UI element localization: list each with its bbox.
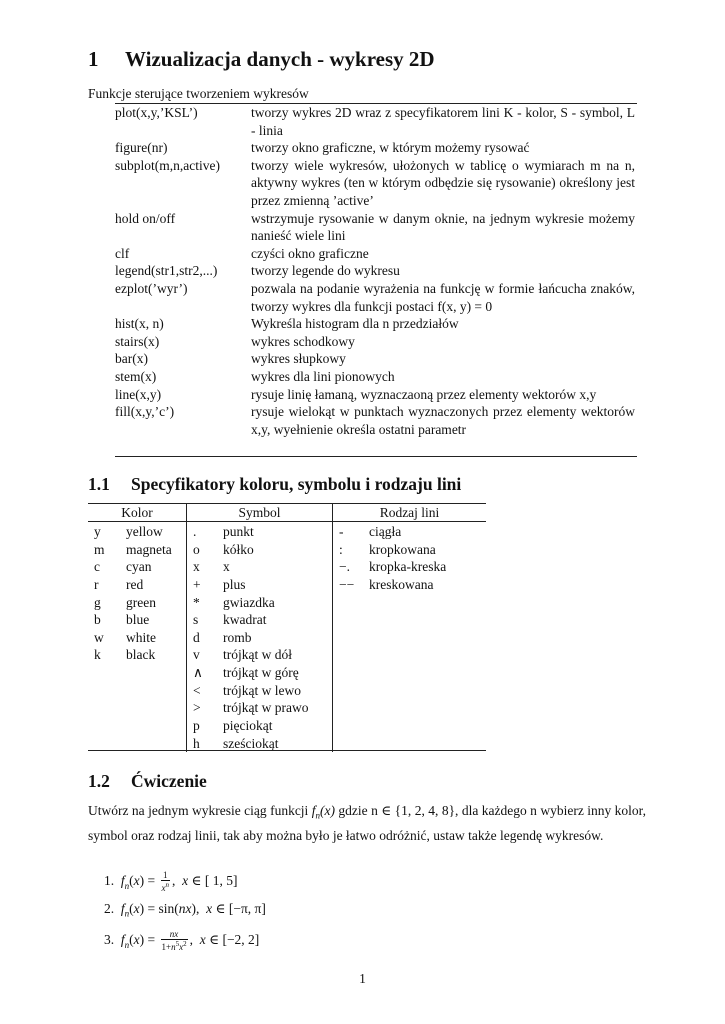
symbol-row-code: ∧ <box>193 665 203 681</box>
symbol-row-name: trójkąt w górę <box>223 665 299 681</box>
spec-table-bottom-rule <box>88 750 486 751</box>
function-command: hist(x, n) <box>115 316 164 332</box>
functions-table <box>115 104 635 438</box>
function-command: bar(x) <box>115 351 148 367</box>
color-row-name: yellow <box>126 524 163 539</box>
colors-column <box>88 522 187 752</box>
line-style-row-code: −− <box>339 576 355 592</box>
symbol-row <box>187 699 332 717</box>
color-row-name: red <box>126 576 144 592</box>
section-1-1-heading <box>88 474 461 495</box>
function-description: Wykreśla histogram dla n przedziałów <box>251 316 459 332</box>
symbol-row <box>187 558 332 576</box>
symbol-row-name: trójkąt w lewo <box>223 682 301 698</box>
function-row <box>115 245 635 263</box>
function-description: wstrzymuje rysowanie w danym oknie, na jednym wykresie możemy nanieść wiele lini <box>251 210 635 244</box>
section-title: Specyfikatory koloru, symbolu i rodzaju lini <box>131 474 462 494</box>
color-row <box>88 576 186 594</box>
symbol-row-name: pięciokąt <box>223 718 273 734</box>
symbol-row <box>187 717 332 735</box>
specifiers-table-body <box>88 522 486 752</box>
section-1-heading <box>88 47 435 72</box>
line-style-row-code: : <box>339 541 343 557</box>
symbol-row-code: h <box>193 735 200 751</box>
function-description: pozwala na podanie wyrażenia na funkcję w formie łańcucha znaków, tworzy wykres dla funkcji postaci f(x, y) = 0 <box>251 280 635 314</box>
function-row <box>115 315 635 333</box>
symbol-row-name: romb <box>223 629 252 645</box>
symbol-row-name: kwadrat <box>223 612 267 628</box>
function-command: subplot(m,n,active) <box>115 157 220 173</box>
color-row <box>88 523 186 541</box>
function-command: plot(x,y,’KSL’) <box>115 105 198 120</box>
line-style-row-name: kreskowana <box>369 576 434 592</box>
function-row <box>115 403 635 438</box>
function-description: tworzy wiele wykresów, ułożonych w tablicę o wymiarach m na n, aktywny wykres (ten w którym odbędzie się rysowanie) określony jest przez zmienną ’active’ <box>251 157 635 208</box>
function-row <box>115 210 635 245</box>
color-row-name: black <box>126 647 156 663</box>
function-row <box>115 350 635 368</box>
section-1-2-heading <box>88 771 207 792</box>
symbol-row <box>187 523 332 541</box>
line-styles-column <box>333 522 486 752</box>
function-description: tworzy okno graficzne, w którym możemy rysować <box>251 140 530 156</box>
section-title: Ćwiczenie <box>131 771 207 791</box>
specifiers-table-header <box>88 504 486 522</box>
fraction: $\frac{1}{x^n}$ <box>161 870 169 893</box>
exercise-item-2: 2. $f_n(x) = \sin(nx)$, x ∈ [−π, π] <box>104 901 266 919</box>
section-number: 1.2 <box>88 771 110 791</box>
functions-table-bottom-rule <box>115 456 637 457</box>
symbol-row-name: trójkąt w dół <box>223 647 292 663</box>
symbol-row <box>187 664 332 682</box>
function-description: wykres słupkowy <box>251 351 346 367</box>
function-command: figure(nr) <box>115 140 168 156</box>
symbol-row-name: kółko <box>223 541 254 557</box>
page-number: 1 <box>359 971 366 986</box>
color-row <box>88 611 186 629</box>
function-description: wykres dla lini pionowych <box>251 368 395 384</box>
color-row <box>88 594 186 612</box>
function-row <box>115 262 635 280</box>
line-style-row-name: kropka-kreska <box>369 559 447 575</box>
line-style-row <box>333 558 486 576</box>
line-style-row-name: ciągła <box>369 524 402 539</box>
function-command: legend(str1,str2,...) <box>115 263 218 279</box>
symbol-row <box>187 576 332 594</box>
function-row <box>115 157 635 210</box>
functions-table-caption: Funkcje sterujące tworzeniem wykresów <box>88 86 309 101</box>
symbol-row <box>187 611 332 629</box>
function-row <box>115 104 635 139</box>
line-style-row-code: −. <box>339 559 350 575</box>
function-description: tworzy wykres 2D wraz z specyfikatorem lini K - kolor, S - symbol, L - linia <box>251 105 635 138</box>
symbol-row <box>187 594 332 612</box>
exercise-item-1: 1. $f_n(x)$ = $\frac{1}{x^n}$ , x ∈ [ 1, 5] <box>104 870 238 893</box>
color-row-name: magneta <box>126 541 172 557</box>
function-command: stairs(x) <box>115 333 160 349</box>
function-description: tworzy legende do wykresu <box>251 263 400 279</box>
function-command: stem(x) <box>115 368 157 384</box>
color-row-name: blue <box>126 612 150 628</box>
symbol-row-name: x <box>223 559 230 575</box>
symbol-row-code: s <box>193 612 199 628</box>
function-row <box>115 280 635 315</box>
math-fn: $f_n(x)$ <box>311 803 335 821</box>
color-row-code: k <box>94 647 101 663</box>
line-style-row <box>333 576 486 594</box>
line-style-row-name: kropkowana <box>369 541 436 557</box>
function-command: hold on/off <box>115 210 176 226</box>
symbol-row <box>187 682 332 700</box>
color-row <box>88 629 186 647</box>
exercise-paragraph: Utwórz na jednym wykresie ciąg funkcji $f_n(x)$ gdzie n ∈ {1, 2, 4, 8}, dla każdego n wybierz inny kolor, symbol oraz rodzaj linii, tak aby można było je łatwo odróżnić, ustaw także legendę wykresów. <box>88 803 647 844</box>
symbol-row-code: x <box>193 559 200 575</box>
line-style-row-code: - <box>339 524 344 539</box>
color-row-code: y <box>94 524 101 539</box>
color-row <box>88 541 186 559</box>
function-command: fill(x,y,’c’) <box>115 404 175 420</box>
symbol-row-code: o <box>193 541 200 557</box>
color-row-code: r <box>94 576 99 592</box>
function-description: czyści okno graficzne <box>251 245 369 261</box>
symbol-row-code: + <box>193 576 201 592</box>
header-rodzaj: Rodzaj lini <box>379 505 440 520</box>
function-description: rysuje wielokąt w punktach wyznaczonych przez elementy wektorów x,y, wyełnienie określa ostatni parametr <box>251 404 635 437</box>
color-row-name: green <box>126 594 156 610</box>
function-command: line(x,y) <box>115 386 162 402</box>
line-style-row <box>333 541 486 559</box>
color-row-code: c <box>94 559 100 575</box>
function-row <box>115 333 635 351</box>
function-row <box>115 386 635 404</box>
section-number: 1.1 <box>88 474 110 494</box>
header-symbol: Symbol <box>187 504 333 522</box>
symbol-row-code: . <box>193 524 197 539</box>
color-row <box>88 646 186 664</box>
symbol-row-name: trójkąt w prawo <box>223 700 309 716</box>
fraction: $\frac{nx}{1+n^5x^2}$ <box>161 929 187 952</box>
color-row-code: b <box>94 612 101 628</box>
symbol-row-code: * <box>193 594 200 610</box>
line-style-row <box>333 523 486 541</box>
symbol-row-code: v <box>193 647 200 663</box>
section-number: 1 <box>88 47 99 71</box>
symbol-row <box>187 629 332 647</box>
symbols-column <box>187 522 333 752</box>
symbol-row-name: punkt <box>223 524 254 539</box>
symbol-row-code: < <box>193 682 201 698</box>
symbol-row-name: plus <box>223 576 246 592</box>
symbol-row <box>187 646 332 664</box>
symbol-row <box>187 541 332 559</box>
symbol-row-name: sześciokąt <box>223 735 279 751</box>
symbol-row-code: d <box>193 629 200 645</box>
section-title: Wizualizacja danych - wykresy 2D <box>125 47 435 71</box>
exercise-item-3: 3. $f_n(x)$ = $\frac{nx}{1+n^5x^2}$ , x ∈ [−2, 2] <box>104 929 260 952</box>
function-row <box>115 368 635 386</box>
function-description: wykres schodkowy <box>251 333 355 349</box>
function-command: ezplot(’wyr’) <box>115 280 188 296</box>
color-row-code: w <box>94 629 104 645</box>
function-description: rysuje linię łamaną, wyznaczaoną przez elementy wektorów x,y <box>251 386 597 402</box>
specifiers-table <box>88 504 486 752</box>
function-row <box>115 139 635 157</box>
color-row-name: white <box>126 629 156 645</box>
function-command: clf <box>115 245 130 261</box>
symbol-row-code: > <box>193 700 201 716</box>
header-kolor: Kolor <box>88 504 187 522</box>
color-row-code: g <box>94 594 101 610</box>
color-row-code: m <box>94 541 105 557</box>
color-row-name: cyan <box>126 559 152 575</box>
symbol-row-code: p <box>193 718 200 734</box>
symbol-row-name: gwiazdka <box>223 594 275 610</box>
color-row <box>88 558 186 576</box>
